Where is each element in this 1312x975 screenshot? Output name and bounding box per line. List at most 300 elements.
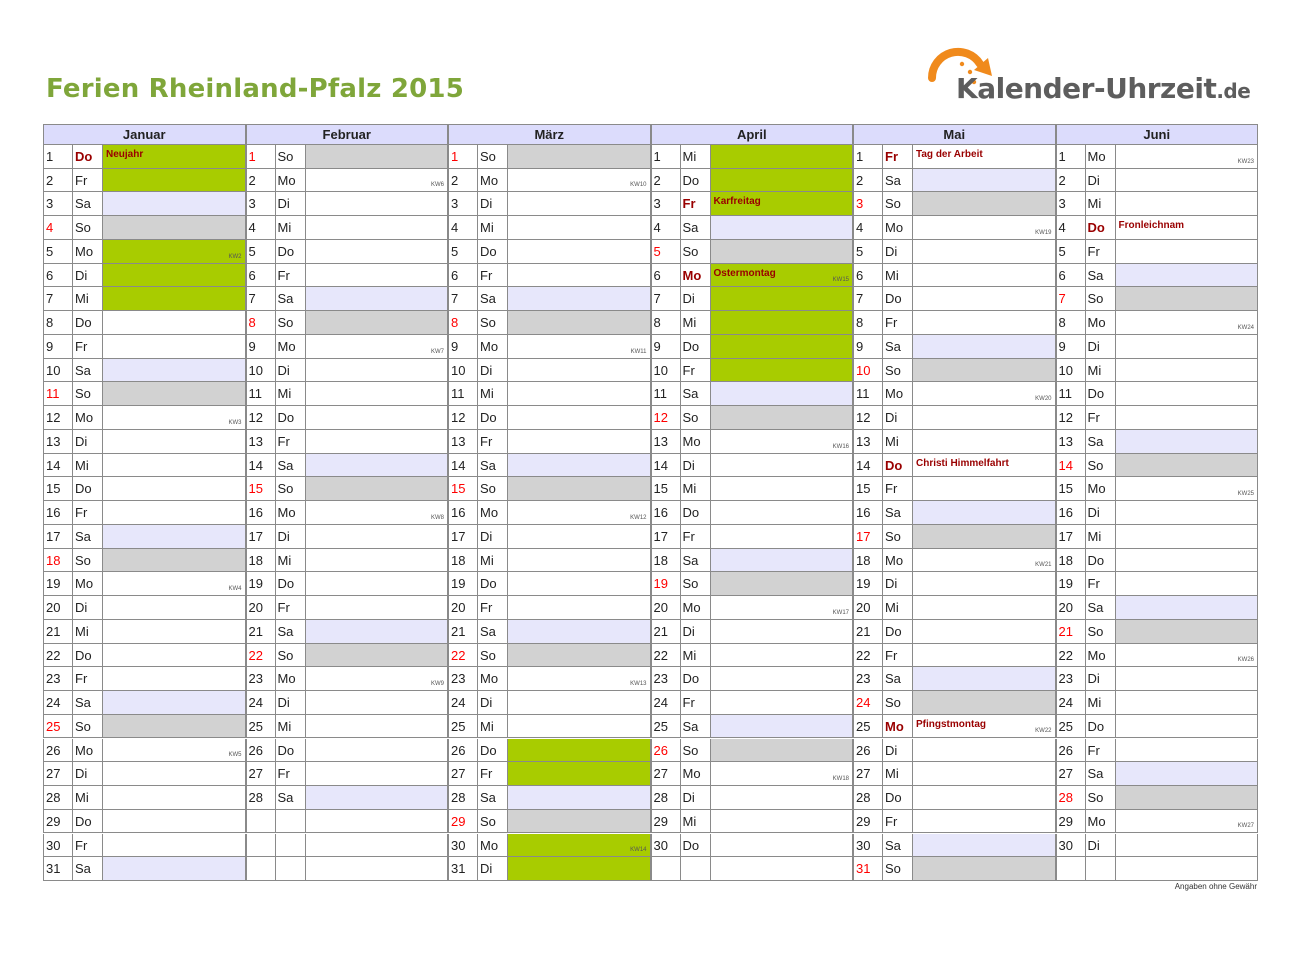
day-row[interactable] — [448, 596, 651, 620]
weekday: Do — [73, 810, 103, 834]
day-row[interactable] — [448, 406, 651, 430]
weekday: So — [478, 644, 508, 668]
day-row[interactable] — [43, 715, 246, 739]
day-row[interactable] — [1056, 216, 1259, 240]
day-row[interactable] — [448, 786, 651, 810]
day-row[interactable] — [1056, 596, 1259, 620]
day-row[interactable] — [246, 430, 449, 454]
day-row[interactable] — [43, 620, 246, 644]
weekday: Di — [883, 739, 913, 763]
info-cell — [103, 572, 246, 596]
weekday: Mo — [73, 240, 103, 264]
day-row[interactable] — [853, 501, 1056, 525]
weekday: So — [883, 359, 913, 383]
day-row[interactable] — [1056, 739, 1259, 763]
day-row[interactable] — [448, 691, 651, 715]
day-number: 16 — [853, 501, 883, 525]
day-row[interactable] — [651, 240, 854, 264]
day-row[interactable] — [448, 501, 651, 525]
day-row[interactable] — [448, 382, 651, 406]
day-row[interactable] — [43, 454, 246, 478]
day-row[interactable] — [448, 549, 651, 573]
day-row[interactable] — [853, 857, 1056, 881]
day-number: 10 — [853, 359, 883, 383]
day-row[interactable] — [853, 335, 1056, 359]
day-row[interactable] — [246, 240, 449, 264]
weekday: Mo — [73, 572, 103, 596]
weekday: Fr — [478, 430, 508, 454]
info-cell — [711, 596, 854, 620]
day-row[interactable] — [1056, 644, 1259, 668]
day-row[interactable] — [651, 834, 854, 858]
day-row[interactable] — [448, 216, 651, 240]
day-row[interactable] — [651, 525, 854, 549]
info-cell — [103, 525, 246, 549]
day-row[interactable] — [853, 477, 1056, 501]
day-row[interactable] — [246, 454, 449, 478]
day-row[interactable] — [448, 477, 651, 501]
day-row[interactable] — [246, 549, 449, 573]
day-row[interactable] — [246, 264, 449, 288]
weekday: Sa — [883, 667, 913, 691]
day-row[interactable] — [651, 715, 854, 739]
day-number: 24 — [1056, 691, 1086, 715]
day-row[interactable] — [448, 644, 651, 668]
weekday: Fr — [883, 644, 913, 668]
day-row[interactable] — [43, 739, 246, 763]
day-number: 14 — [43, 454, 73, 478]
day-row[interactable] — [448, 667, 651, 691]
day-row[interactable] — [651, 691, 854, 715]
day-row[interactable] — [1056, 762, 1259, 786]
day-row[interactable] — [43, 335, 246, 359]
day-row[interactable] — [448, 810, 651, 834]
day-row[interactable] — [43, 477, 246, 501]
day-row[interactable] — [1056, 406, 1259, 430]
day-row[interactable] — [853, 596, 1056, 620]
day-row[interactable] — [651, 620, 854, 644]
day-row[interactable] — [651, 644, 854, 668]
month-header: Mai — [853, 124, 1056, 145]
day-row[interactable] — [1056, 501, 1259, 525]
info-cell — [306, 145, 449, 169]
day-row[interactable] — [1056, 810, 1259, 834]
day-row[interactable] — [448, 335, 651, 359]
day-row[interactable] — [651, 596, 854, 620]
day-row[interactable] — [43, 549, 246, 573]
info-cell — [913, 596, 1056, 620]
weekday: Mo — [883, 715, 913, 739]
info-cell — [711, 667, 854, 691]
site-logo[interactable] — [918, 42, 1258, 114]
day-row[interactable] — [651, 382, 854, 406]
day-row[interactable] — [853, 620, 1056, 644]
day-row[interactable] — [651, 549, 854, 573]
info-cell — [1116, 786, 1259, 810]
day-row[interactable] — [246, 192, 449, 216]
day-row[interactable] — [1056, 264, 1259, 288]
day-row[interactable] — [448, 264, 651, 288]
day-row[interactable] — [246, 477, 449, 501]
day-row[interactable] — [651, 477, 854, 501]
weekday: Sa — [681, 549, 711, 573]
day-row[interactable] — [853, 786, 1056, 810]
day-row[interactable] — [853, 691, 1056, 715]
day-row[interactable] — [853, 525, 1056, 549]
day-row[interactable] — [1056, 715, 1259, 739]
day-row[interactable] — [448, 454, 651, 478]
day-row[interactable] — [246, 359, 449, 383]
weekday: Mo — [883, 382, 913, 406]
day-row[interactable] — [853, 739, 1056, 763]
day-row[interactable] — [853, 287, 1056, 311]
day-row[interactable] — [448, 572, 651, 596]
day-row[interactable] — [853, 762, 1056, 786]
day-number: 10 — [43, 359, 73, 383]
calendar-week-label: KW12 — [630, 514, 647, 521]
day-row[interactable] — [246, 145, 449, 169]
day-number: 3 — [43, 192, 73, 216]
weekday: Sa — [681, 382, 711, 406]
day-number: 23 — [1056, 667, 1086, 691]
day-number: 11 — [651, 382, 681, 406]
day-number: 26 — [43, 739, 73, 763]
day-row[interactable] — [246, 762, 449, 786]
info-cell — [1116, 192, 1259, 216]
day-row[interactable] — [448, 287, 651, 311]
info-cell — [1116, 145, 1259, 169]
day-row[interactable] — [651, 145, 854, 169]
day-row[interactable] — [853, 454, 1056, 478]
school-holiday-cell — [711, 192, 854, 216]
day-number: 20 — [246, 596, 276, 620]
day-row[interactable] — [448, 620, 651, 644]
day-number: 30 — [651, 834, 681, 858]
weekday: Do — [883, 454, 913, 478]
day-row[interactable] — [43, 525, 246, 549]
day-row[interactable] — [853, 644, 1056, 668]
day-number: 31 — [853, 857, 883, 881]
day-row[interactable] — [1056, 691, 1259, 715]
day-row[interactable] — [43, 145, 246, 169]
day-number: 23 — [43, 667, 73, 691]
day-row[interactable] — [853, 549, 1056, 573]
day-row[interactable] — [246, 810, 449, 834]
day-row[interactable] — [1056, 572, 1259, 596]
day-row[interactable] — [853, 834, 1056, 858]
day-row[interactable] — [246, 644, 449, 668]
weekday: Do — [1086, 715, 1116, 739]
info-cell — [306, 644, 449, 668]
weekday: Fr — [681, 192, 711, 216]
info-cell — [913, 691, 1056, 715]
day-row[interactable] — [651, 501, 854, 525]
day-number: 13 — [853, 430, 883, 454]
day-row[interactable] — [43, 762, 246, 786]
day-row[interactable] — [853, 572, 1056, 596]
day-number: 27 — [853, 762, 883, 786]
day-row[interactable] — [43, 240, 246, 264]
info-cell — [103, 430, 246, 454]
day-number: 10 — [246, 359, 276, 383]
day-row[interactable] — [651, 430, 854, 454]
day-row[interactable] — [43, 264, 246, 288]
day-row[interactable] — [853, 359, 1056, 383]
school-holiday-cell — [508, 762, 651, 786]
day-row[interactable] — [1056, 359, 1259, 383]
day-row[interactable] — [651, 739, 854, 763]
day-row[interactable] — [1056, 169, 1259, 193]
info-cell — [306, 311, 449, 335]
day-row[interactable] — [43, 382, 246, 406]
day-row[interactable] — [1056, 549, 1259, 573]
day-row[interactable] — [651, 216, 854, 240]
day-number: 12 — [43, 406, 73, 430]
day-row[interactable] — [246, 857, 449, 881]
day-number: 30 — [43, 834, 73, 858]
day-row[interactable] — [43, 169, 246, 193]
calendar-week-label: KW25 — [1237, 491, 1254, 498]
day-number: 25 — [853, 715, 883, 739]
day-number: 21 — [651, 620, 681, 644]
day-number: 28 — [246, 786, 276, 810]
day-number: 19 — [853, 572, 883, 596]
info-cell — [306, 857, 449, 881]
day-row[interactable] — [1056, 477, 1259, 501]
day-row[interactable] — [1056, 430, 1259, 454]
day-row[interactable] — [853, 311, 1056, 335]
day-number: 23 — [651, 667, 681, 691]
weekday: Di — [478, 359, 508, 383]
day-row[interactable] — [448, 857, 651, 881]
day-row[interactable] — [651, 786, 854, 810]
day-row[interactable] — [448, 715, 651, 739]
day-row[interactable] — [1056, 834, 1259, 858]
day-row[interactable] — [853, 145, 1056, 169]
day-number: 27 — [448, 762, 478, 786]
day-number: 16 — [1056, 501, 1086, 525]
day-number: 26 — [853, 739, 883, 763]
day-row[interactable] — [448, 762, 651, 786]
day-row[interactable] — [246, 216, 449, 240]
weekday: Sa — [73, 525, 103, 549]
day-row[interactable] — [651, 192, 854, 216]
info-cell — [306, 287, 449, 311]
day-row[interactable] — [1056, 786, 1259, 810]
day-row[interactable] — [246, 169, 449, 193]
day-row[interactable] — [448, 145, 651, 169]
day-row[interactable] — [246, 382, 449, 406]
day-row[interactable] — [246, 287, 449, 311]
day-row[interactable] — [246, 572, 449, 596]
day-row[interactable] — [853, 382, 1056, 406]
weekday: So — [73, 549, 103, 573]
month-header: Juni — [1056, 124, 1259, 145]
info-cell — [711, 240, 854, 264]
day-row[interactable] — [246, 834, 449, 858]
day-row[interactable] — [1056, 454, 1259, 478]
info-cell — [306, 549, 449, 573]
day-row[interactable] — [853, 169, 1056, 193]
day-row[interactable] — [1056, 857, 1259, 881]
day-row[interactable] — [1056, 240, 1259, 264]
day-row[interactable] — [43, 644, 246, 668]
day-row[interactable] — [448, 311, 651, 335]
school-holiday-cell — [711, 145, 854, 169]
weekday: Sa — [1086, 762, 1116, 786]
day-row[interactable] — [1056, 382, 1259, 406]
day-row[interactable] — [43, 857, 246, 881]
weekday: Do — [276, 572, 306, 596]
weekday: Mi — [883, 264, 913, 288]
day-row[interactable] — [651, 311, 854, 335]
day-row[interactable] — [853, 216, 1056, 240]
day-row[interactable] — [43, 810, 246, 834]
day-row[interactable] — [853, 406, 1056, 430]
info-cell — [306, 240, 449, 264]
day-row[interactable] — [651, 359, 854, 383]
day-row[interactable] — [448, 240, 651, 264]
day-number: 15 — [448, 477, 478, 501]
weekday: Mi — [478, 549, 508, 573]
weekday: Mo — [681, 430, 711, 454]
day-row[interactable] — [448, 192, 651, 216]
day-row[interactable] — [448, 169, 651, 193]
day-row[interactable] — [246, 786, 449, 810]
day-row[interactable] — [43, 691, 246, 715]
day-row[interactable] — [43, 311, 246, 335]
day-row[interactable] — [246, 525, 449, 549]
day-row[interactable] — [853, 430, 1056, 454]
day-row[interactable] — [651, 762, 854, 786]
weekday: Di — [73, 430, 103, 454]
day-row[interactable] — [651, 287, 854, 311]
day-row[interactable] — [651, 572, 854, 596]
day-row[interactable] — [1056, 525, 1259, 549]
day-row[interactable] — [246, 667, 449, 691]
day-row[interactable] — [43, 786, 246, 810]
info-cell — [711, 572, 854, 596]
info-cell — [913, 715, 1056, 739]
info-cell — [1116, 382, 1259, 406]
day-row[interactable] — [43, 501, 246, 525]
calendar-week-label: KW18 — [832, 775, 849, 782]
info-cell — [306, 216, 449, 240]
day-number: 13 — [1056, 430, 1086, 454]
day-row[interactable] — [651, 810, 854, 834]
weekday: Fr — [1086, 406, 1116, 430]
info-cell — [1116, 240, 1259, 264]
day-row[interactable] — [1056, 335, 1259, 359]
weekday: Fr — [276, 430, 306, 454]
day-row[interactable] — [1056, 311, 1259, 335]
day-row[interactable] — [853, 667, 1056, 691]
day-row[interactable] — [246, 406, 449, 430]
weekday: Mi — [883, 762, 913, 786]
day-number: 24 — [246, 691, 276, 715]
day-row[interactable] — [448, 525, 651, 549]
weekday: Sa — [276, 287, 306, 311]
day-row[interactable] — [43, 192, 246, 216]
day-row[interactable] — [1056, 145, 1259, 169]
day-row[interactable] — [853, 240, 1056, 264]
day-row[interactable] — [246, 739, 449, 763]
day-row[interactable] — [651, 406, 854, 430]
day-row[interactable] — [448, 430, 651, 454]
day-number: 11 — [448, 382, 478, 406]
day-row[interactable] — [853, 715, 1056, 739]
day-row[interactable] — [651, 264, 854, 288]
day-row[interactable] — [246, 691, 449, 715]
day-row[interactable] — [43, 834, 246, 858]
day-row[interactable] — [246, 596, 449, 620]
day-row[interactable] — [651, 857, 854, 881]
day-row[interactable] — [651, 454, 854, 478]
info-cell — [306, 620, 449, 644]
info-cell — [1116, 311, 1259, 335]
info-cell — [508, 477, 651, 501]
info-cell — [103, 406, 246, 430]
weekday: Di — [478, 192, 508, 216]
day-row[interactable] — [246, 620, 449, 644]
info-cell — [913, 501, 1056, 525]
day-number: 8 — [246, 311, 276, 335]
day-number: 28 — [651, 786, 681, 810]
day-number: 1 — [448, 145, 478, 169]
day-row[interactable] — [1056, 287, 1259, 311]
day-row[interactable] — [448, 834, 651, 858]
day-row[interactable] — [246, 335, 449, 359]
day-row[interactable] — [1056, 192, 1259, 216]
weekday: Mi — [681, 311, 711, 335]
day-row[interactable] — [246, 501, 449, 525]
day-row[interactable] — [651, 667, 854, 691]
day-row[interactable] — [43, 667, 246, 691]
day-row[interactable] — [651, 335, 854, 359]
info-cell — [508, 264, 651, 288]
day-row[interactable] — [43, 359, 246, 383]
day-row[interactable] — [853, 810, 1056, 834]
day-row[interactable] — [853, 264, 1056, 288]
info-cell — [103, 549, 246, 573]
day-number: 2 — [43, 169, 73, 193]
weekday: Mo — [276, 169, 306, 193]
day-row[interactable] — [43, 572, 246, 596]
day-row[interactable] — [448, 359, 651, 383]
day-row[interactable] — [853, 192, 1056, 216]
month-column — [853, 124, 1056, 881]
weekday: Fr — [73, 169, 103, 193]
day-row[interactable] — [43, 406, 246, 430]
day-row[interactable] — [43, 430, 246, 454]
weekday: Do — [883, 287, 913, 311]
day-row[interactable] — [43, 596, 246, 620]
day-row[interactable] — [43, 287, 246, 311]
day-row[interactable] — [246, 715, 449, 739]
weekday: So — [73, 715, 103, 739]
day-row[interactable] — [651, 169, 854, 193]
day-row[interactable] — [43, 216, 246, 240]
day-row[interactable] — [448, 739, 651, 763]
day-number: 6 — [43, 264, 73, 288]
weekday: Do — [276, 739, 306, 763]
month-header: Januar — [43, 124, 246, 145]
day-row[interactable] — [246, 311, 449, 335]
day-number: 7 — [651, 287, 681, 311]
day-number: 8 — [651, 311, 681, 335]
day-row[interactable] — [1056, 620, 1259, 644]
day-row[interactable] — [1056, 667, 1259, 691]
